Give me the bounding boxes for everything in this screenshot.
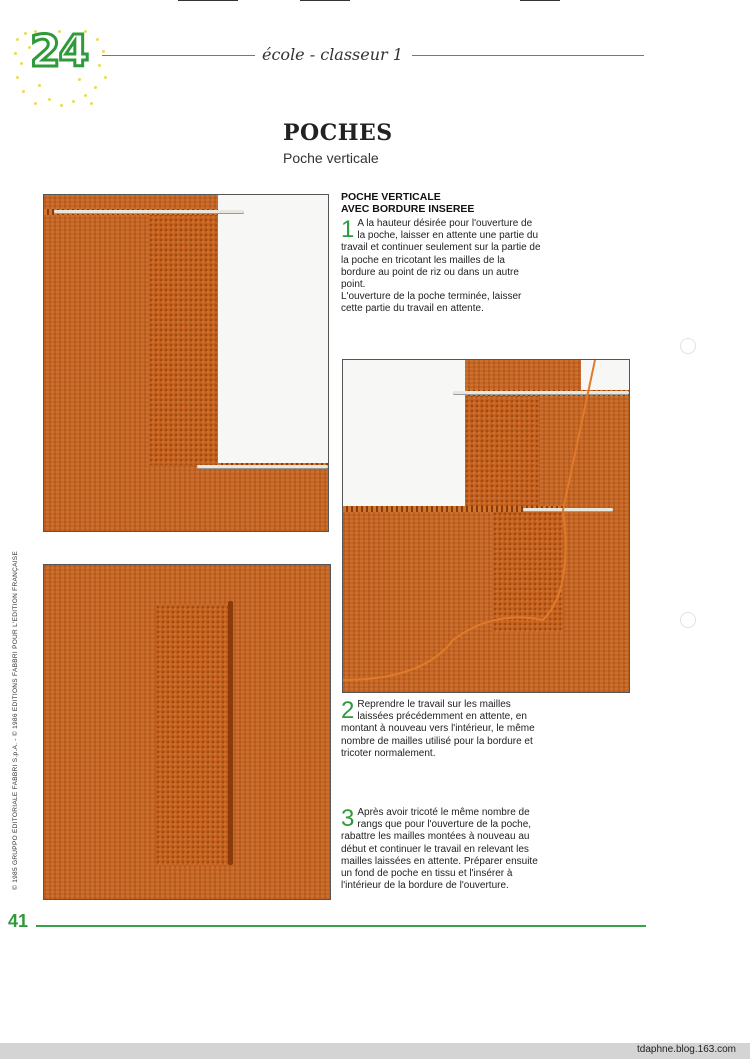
scan-mark [520, 0, 560, 1]
step-text: L'ouverture de la poche terminée, laisser cette partie du travail en attente. [341, 291, 522, 315]
decorative-dot [20, 62, 23, 65]
knitting-needle [197, 465, 328, 468]
binder-hole [680, 338, 696, 354]
decorative-dot [60, 104, 63, 107]
decorative-dot [34, 102, 37, 105]
step-2 [341, 699, 541, 760]
decorative-dot [16, 76, 19, 79]
page-number: 24 [30, 26, 88, 77]
decorative-dot [16, 38, 19, 41]
photo-step-1 [43, 194, 329, 532]
decorative-dot [96, 38, 99, 41]
moss-stitch-border [149, 213, 217, 465]
step-number: 1 [341, 216, 355, 243]
photo-step-2 [342, 359, 630, 693]
section-title-line: AVEC BORDURE INSEREE [341, 203, 475, 215]
step-text: Après avoir tricoté le même nombre de rangs que pour l'ouverture de la poche, rabattre les mailles montées à nouveau au début et continuer le travail en relevant les mailles laissées en attente. Préparer ensuite un fond de poche en tissu et l'insérer à l'intérieur de la bordure de l'ouverture. [341, 807, 538, 892]
step-number: 3 [341, 805, 355, 832]
decorative-dot [38, 84, 41, 87]
page-subtitle: Poche verticale [283, 150, 379, 166]
footer-mark: 41 [8, 911, 29, 931]
decorative-dot [22, 90, 25, 93]
decorative-dot [24, 32, 27, 35]
decorative-dot [84, 94, 87, 97]
yarn-strand [343, 360, 629, 692]
step-3 [341, 807, 543, 892]
watermark: tdaphne.blog.163.com [637, 1044, 736, 1055]
decorative-dot [104, 76, 107, 79]
scan-mark [300, 0, 350, 1]
moss-stitch-border [156, 605, 230, 865]
pocket-opening [228, 601, 233, 865]
section-title-line: POCHE VERTICALE [341, 191, 441, 203]
decorative-dot [94, 86, 97, 89]
page-title: POCHES [283, 120, 393, 146]
decorative-dot [78, 78, 81, 81]
photo-background [218, 195, 328, 465]
scan-mark [178, 0, 238, 1]
header-rule-right [412, 55, 644, 56]
knitting-needle [54, 210, 244, 213]
header-rule-left [102, 55, 255, 56]
binder-hole [680, 612, 696, 628]
photo-step-3 [43, 564, 331, 900]
footer-rule [36, 925, 646, 927]
step-text: A la hauteur désirée pour l'ouverture de la poche, laisser en attente une partie du travail et continuer seulement sur la partie de la poche en tricotant les mailles de la bordure au point de riz ou dans un autre point. [341, 218, 541, 291]
decorative-dot [48, 98, 51, 101]
step-text: Reprendre le travail sur les mailles laissées précédemment en attente, en montant à nouveau vers l'intérieur, le même nombre de mailles utilisé pour la bordure et tricoter normalement. [341, 699, 535, 759]
decorative-dot [102, 50, 105, 53]
decorative-dot [14, 52, 17, 55]
copyright-credit: © 1985 GRUPPO EDITORIALE FABBRI S.p.A. - © 1986 EDITIONS FABBRI POUR L'EDITION FRANÇAISE [12, 550, 19, 890]
decorative-dot [72, 100, 75, 103]
decorative-dot [98, 64, 101, 67]
step-1 [341, 218, 541, 316]
step-number: 2 [341, 697, 355, 724]
decorative-dot [90, 102, 93, 105]
series-title: école - classeur 1 [262, 45, 403, 64]
section-title [341, 191, 474, 215]
